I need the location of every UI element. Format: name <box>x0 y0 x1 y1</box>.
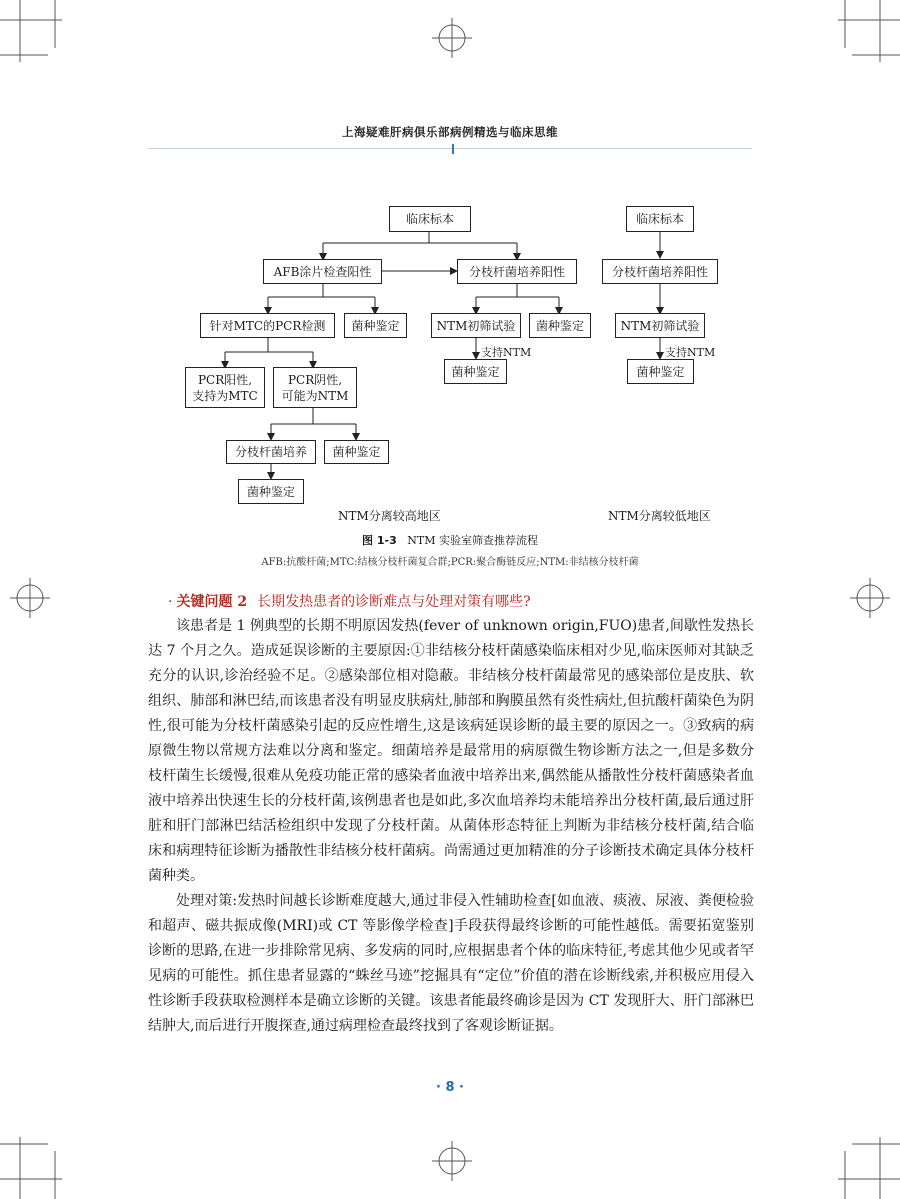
paragraph-2: 处理对策:发热时间越长诊断难度越大,通过非侵入性辅助检查[如血液、痰液、尿液、粪便检验和超声、磁共振成像(MRI)或 CT 等影像学检查]手段获得最终诊断的可能性越低。需要拓宽鉴别诊断的思路,在进一步排除常见病、多发病的同时,应根据患者个体的临床特征,考虑其他少见或者罕见病的可能性。抓住患者显露的“蛛丝马迹”挖掘具有“定位”价值的潜在诊断线索,并积极应用侵入性诊断手段获取检测样本是确立诊断的关键。该患者能最终确诊是因为 CT 发现肝大、肝门部淋巴结肿大,而后进行开腹探查,通过病理检查最终找到了客观诊断证据。 <box>148 893 754 1034</box>
label-support-ntm-high: 支持NTM <box>481 346 532 359</box>
node-clinical-specimen-high: 临床标本 <box>389 206 471 232</box>
body-text <box>148 614 754 1039</box>
node-culture-positive-low: 分枝杆菌培养阳性 <box>602 259 718 284</box>
question-bullet: · <box>168 594 173 610</box>
node-clinical-specimen-low: 临床标本 <box>626 206 694 232</box>
figure-title: NTM 实验室筛查推荐流程 <box>407 534 538 547</box>
flowchart-connectors <box>0 0 900 520</box>
node-ntm-screen-low: NTM初筛试验 <box>615 313 705 338</box>
pcr-positive-line1: PCR阳性, <box>197 372 253 387</box>
pcr-negative-line2: 可能为NTM <box>281 388 349 403</box>
question-text: 长期发热患者的诊断难点与处理对策有哪些? <box>257 594 531 610</box>
node-species-id-a: 菌种鉴定 <box>344 313 407 338</box>
figure-caption <box>0 532 900 548</box>
node-ntm-screen-high: NTM初筛试验 <box>431 313 521 338</box>
page-number: · 8 · <box>436 1080 464 1095</box>
pcr-positive-line2: 支持为MTC <box>192 388 258 403</box>
paragraph-1: 该患者是 1 例典型的长期不明原因发热(fever of unknown origin,FUO)患者,间歇性发热长达 7 个月之久。造成延误诊断的主要原因:①非结核分枝杆菌感染临床相对少见,临床医师对其缺乏充分的认识,诊治经验不足。②感染部位相对隐蔽。非结核分枝杆菌最常见的感染部位是皮肤、软组织、肺部和淋巴结,而该患者没有明显皮肤病灶,肺部和胸膜虽然有炎性病灶,但抗酸杆菌染色为阴性,很可能为分枝杆菌感染引起的反应性增生,这是该病延误诊断的最主要的原因之一。③致病的病原微生物以常规方法难以分离和鉴定。细菌培养是最常用的病原微生物诊断方法之一,但是多数分枝杆菌生长缓慢,很难从免疫功能正常的感染者血液中培养出来,偶然能从播散性分枝杆菌感染者血液中培养出快速生长的分枝杆菌,该例患者也是如此,多次血培养均未能培养出分枝杆菌,最后通过肝脏和肝门部淋巴结活检组织中发现了分枝杆菌。从菌体形态特征上判断为非结核分枝杆菌,结合临床和病理特征诊断为播散性非结核分枝杆菌病。尚需通过更加精准的分子诊断技术确定具体分枝杆菌种类。 <box>148 618 754 884</box>
pcr-negative-line1: PCR阴性, <box>287 372 343 387</box>
node-species-id-c: 菌种鉴定 <box>444 359 507 384</box>
node-pcr-positive <box>185 367 265 408</box>
node-species-id-d: 菌种鉴定 <box>324 440 389 464</box>
label-support-ntm-low: 支持NTM <box>665 346 716 359</box>
node-pcr-negative <box>273 367 357 408</box>
node-culture-positive-high: 分枝杆菌培养阳性 <box>457 259 577 284</box>
node-afb-smear-positive: AFB涂片检查阳性 <box>263 259 382 284</box>
running-header: 上海疑难肝病俱乐部病例精选与临床思维 <box>342 125 558 139</box>
node-pcr-mtc-test: 针对MTC的PCR检测 <box>200 313 335 338</box>
node-mycobacterial-culture: 分枝杆菌培养 <box>226 440 316 464</box>
node-species-id-low: 菌种鉴定 <box>627 359 694 384</box>
node-species-id-b: 菌种鉴定 <box>529 313 591 338</box>
region-label-high: NTM分离较高地区 <box>338 509 441 523</box>
region-label-low: NTM分离较低地区 <box>608 509 711 523</box>
node-species-id-e: 菌种鉴定 <box>238 479 304 504</box>
key-question-heading <box>168 591 531 611</box>
figure-number: 图 1-3 <box>362 534 397 547</box>
question-label: 关键问题 2 <box>176 594 248 610</box>
figure-legend: AFB:抗酸杆菌;MTC:结核分枝杆菌复合群;PCR:聚合酶链反应;NTM:非结核分枝杆菌 <box>261 557 639 568</box>
